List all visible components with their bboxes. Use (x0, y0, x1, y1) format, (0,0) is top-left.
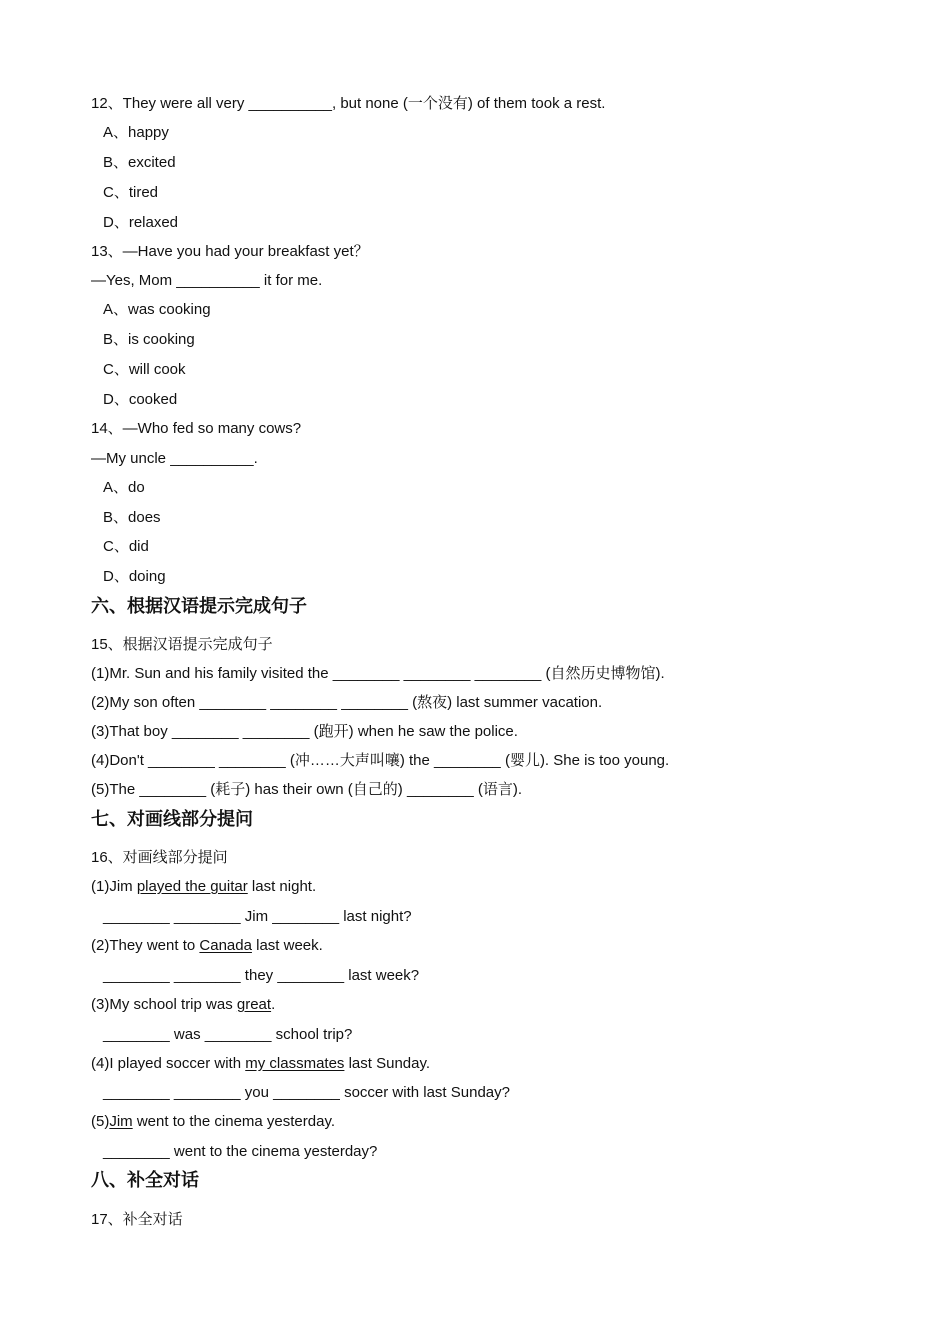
q16-item-2-post: last week. (251, 937, 323, 954)
q16-item-4-post: last Sunday. (344, 1055, 431, 1072)
q16-title: 16、对画线部分提问 (91, 849, 228, 866)
q16-item-5-pre: (5) (91, 1113, 110, 1130)
section-7-heading: 七、对画线部分提问 (91, 809, 253, 830)
q16-item-4-underlined: my classmates (245, 1055, 345, 1072)
q16-item-4 (91, 1054, 430, 1074)
q14-option-d: D、doing (103, 568, 166, 585)
q12-stem: 12、They were all very __________, but none (一个没有) of them took a rest. (91, 95, 606, 112)
q16-item-4-answer: ________ ________ you ________ soccer with last Sunday? (103, 1084, 510, 1101)
q12-option-b: B、excited (103, 154, 176, 171)
q16-item-5-answer: ________ went to the cinema yesterday? (103, 1143, 378, 1160)
q12-option-c: C、tired (103, 184, 159, 201)
q16-item-2-underlined: Canada (199, 937, 252, 954)
q13-option-c: C、will cook (103, 361, 186, 378)
q14-option-c: C、did (103, 538, 149, 555)
q16-item-3-underlined: great (236, 996, 272, 1013)
q14-stem-reply: —My uncle __________. (91, 450, 258, 467)
q17-title: 17、补全对话 (91, 1211, 183, 1228)
q16-item-5-underlined: Jim (109, 1113, 133, 1130)
q15-item-4: (4)Don't ________ ________ (冲……大声叫嚷) the ________ (婴儿). She is too young. (91, 752, 670, 769)
q16-item-1-answer: ________ ________ Jim ________ last night? (103, 908, 412, 925)
q16-item-1-post: last night. (247, 878, 317, 895)
q14-stem: 14、—Who fed so many cows? (91, 420, 302, 437)
q15-title: 15、根据汉语提示完成句子 (91, 636, 273, 653)
q16-item-1-pre: (1)Jim (91, 878, 137, 895)
q14-option-b: B、does (103, 509, 161, 526)
q13-option-a: A、was cooking (103, 301, 211, 318)
q12-option-a: A、happy (103, 124, 169, 141)
q15-item-5: (5)The ________ (耗子) has their own (自己的) ________ (语言). (91, 781, 523, 798)
q15-item-3: (3)That boy ________ ________ (跑开) when he saw the police. (91, 723, 518, 740)
section-6-heading: 六、根据汉语提示完成句子 (91, 596, 307, 617)
section-8-heading: 八、补全对话 (91, 1170, 199, 1191)
q16-item-1 (91, 877, 316, 897)
q13-stem: 13、—Have you had your breakfast yet？ (91, 243, 369, 260)
q16-item-2 (91, 936, 323, 956)
q16-item-4-pre: (4)I played soccer with (91, 1055, 246, 1072)
q13-stem-reply: —Yes, Mom __________ it for me. (91, 272, 323, 289)
q16-item-5-post: went to the cinema yesterday. (132, 1113, 335, 1130)
q16-item-5 (91, 1112, 335, 1132)
q15-item-1: (1)Mr. Sun and his family visited the ________ ________ ________ (自然历史博物馆). (91, 665, 665, 682)
q13-option-b: B、is cooking (103, 331, 195, 348)
q14-option-a: A、do (103, 479, 145, 496)
q16-item-2-pre: (2)They went to (91, 937, 200, 954)
q16-item-2-answer: ________ ________ they ________ last week? (103, 967, 420, 984)
q16-item-3 (91, 995, 275, 1015)
q13-option-d: D、cooked (103, 391, 178, 408)
q16-item-3-answer: ________ was ________ school trip? (103, 1026, 353, 1043)
q16-item-3-post: . (271, 996, 276, 1013)
q15-item-2: (2)My son often ________ ________ ________ (熬夜) last summer vacation. (91, 694, 603, 711)
q12-option-d: D、relaxed (103, 214, 179, 231)
q16-item-1-underlined: played the guitar (136, 878, 248, 895)
q16-item-3-pre: (3)My school trip was (91, 996, 237, 1013)
